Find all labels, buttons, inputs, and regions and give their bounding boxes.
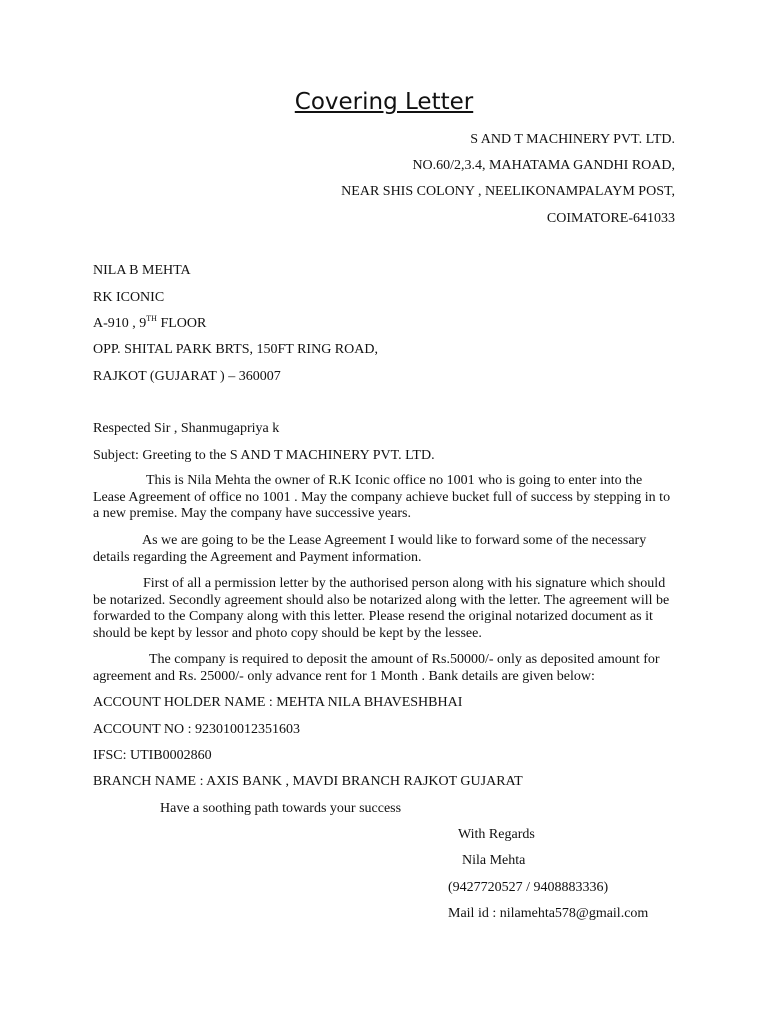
bank-account-number: ACCOUNT NO : 923010012351603	[93, 722, 301, 737]
subject-line: Subject: Greeting to the S AND T MACHINERY PVT. LTD.	[93, 448, 435, 463]
contact-phone: (9427720527 / 9408883336)	[448, 880, 609, 895]
bank-account-holder: ACCOUNT HOLDER NAME : MEHTA NILA BHAVESHBHAI	[93, 695, 463, 710]
body-paragraph-agreement: As we are going to be the Lease Agreement I would like to forward some of the necessary details regarding the Agreement and Payment information.	[93, 533, 647, 565]
body-paragraph-payment: The company is required to deposit the amount of Rs.50000/- only as deposited amount for agreement and Rs. 25000/- only advance rent for 1 Month . Bank details are given below:	[93, 652, 660, 684]
recipient-flat-prefix: A-910 , 9	[93, 316, 147, 331]
body-paragraph-intro: This is Nila Mehta the owner of R.K Iconic office no 1001 who is going to enter into the Lease Agreement of office no 1001 . May the company achieve bucket full of success by stepping in to a new premise. May the company have successive years.	[93, 473, 671, 521]
sender-road: NO.60/2,3.4, MAHATAMA GANDHI ROAD,	[412, 158, 675, 173]
salutation: Respected Sir , Shanmugapriya k	[93, 421, 280, 436]
body-paragraph-documents: First of all a permission letter by the authorised person along with his signature which should be notarized. Secondly agreement should also be notarized along with the letter. The agreement will be forwarded to the Company along with this letter. Please resend the original notarized document as it should be kept by lessor and photo copy should be kept by the lessee.	[93, 576, 670, 641]
recipient-flat-suffix: FLOOR	[156, 316, 207, 331]
sender-city: COIMATORE-641033	[546, 211, 675, 226]
recipient-street: OPP. SHITAL PARK BRTS, 150FT RING ROAD,	[93, 342, 378, 357]
bank-branch: BRANCH NAME : AXIS BANK , MAVDI BRANCH RAJKOT GUJARAT	[93, 774, 523, 789]
closing-regards: With Regards	[458, 827, 535, 842]
bank-ifsc: IFSC: UTIB0002860	[93, 748, 212, 763]
recipient-building: RK ICONIC	[93, 290, 165, 305]
sender-locality: NEAR SHIS COLONY , NEELIKONAMPALAYM POST,	[341, 184, 675, 199]
contact-email: Mail id : nilamehta578@gmail.com	[448, 906, 649, 921]
recipient-name: NILA B MEHTA	[93, 263, 191, 278]
recipient-city: RAJKOT (GUJARAT ) – 360007	[93, 369, 281, 384]
signature-name: Nila Mehta	[462, 853, 526, 868]
recipient-flat	[93, 316, 206, 332]
recipient-flat-sup: TH	[146, 314, 157, 323]
letter-title: Covering Letter	[294, 89, 474, 115]
sender-company: S AND T MACHINERY PVT. LTD.	[470, 132, 675, 147]
closing-wish: Have a soothing path towards your success	[160, 801, 402, 816]
